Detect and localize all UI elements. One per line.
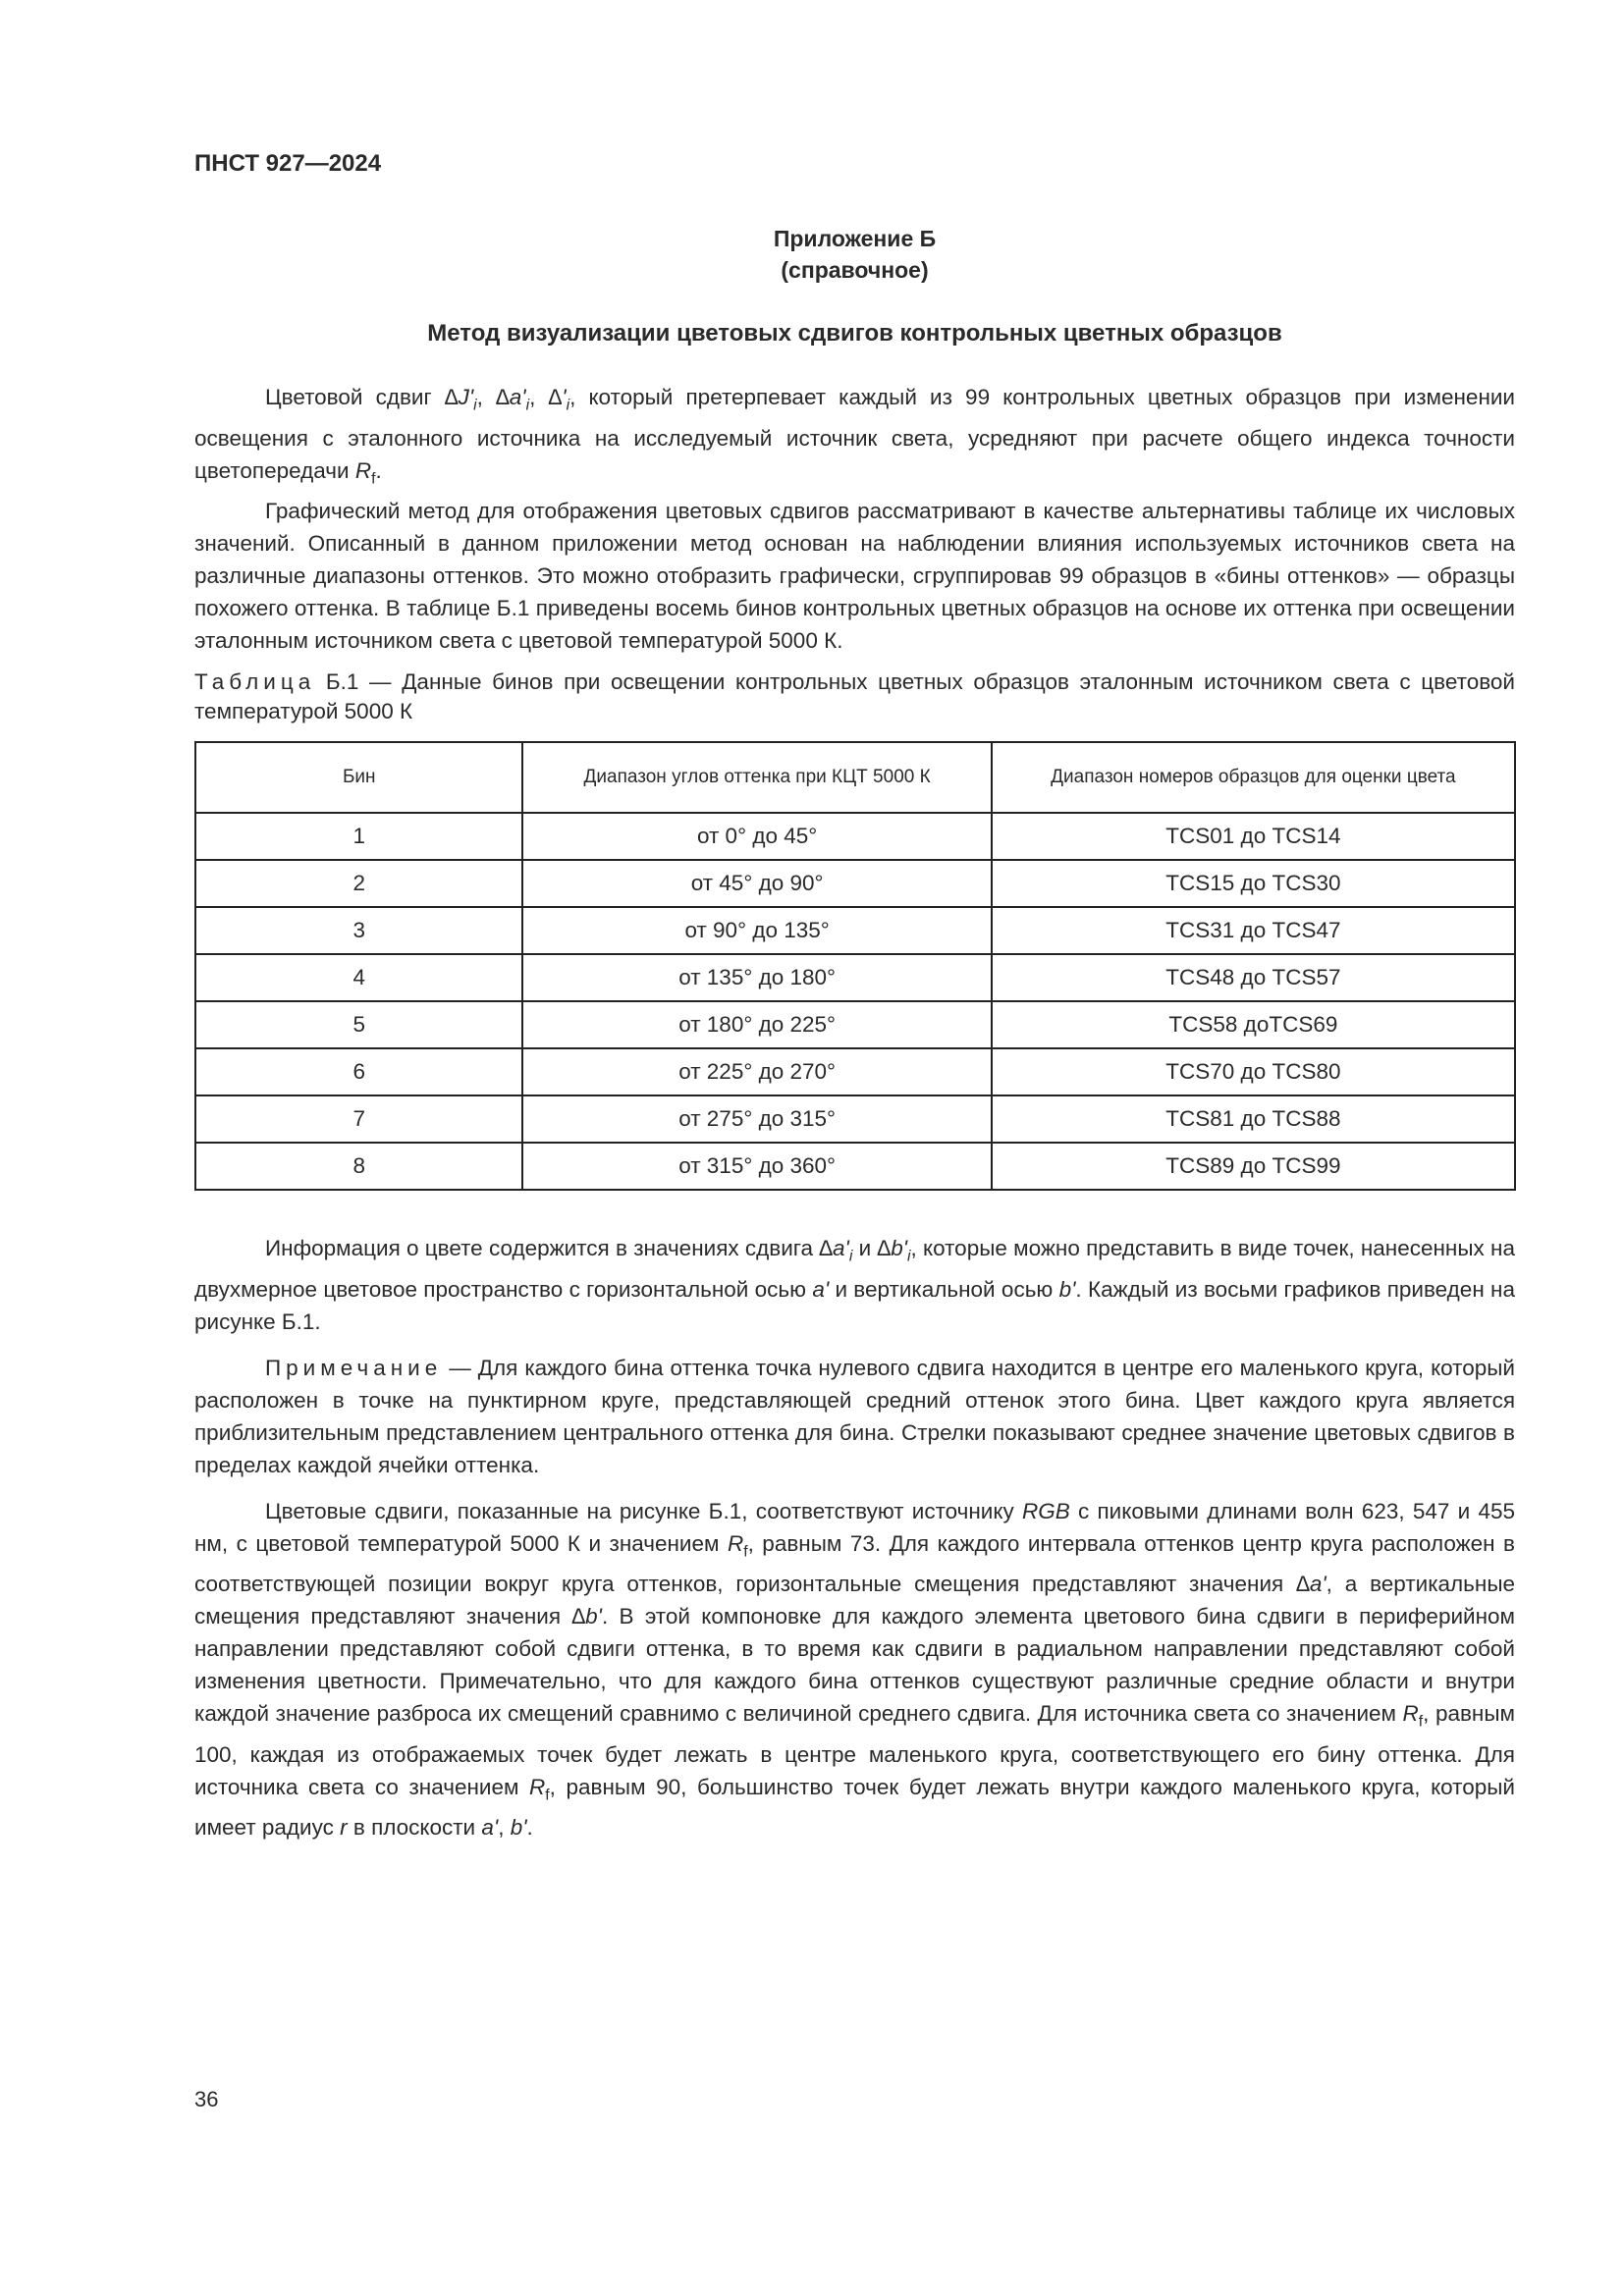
table-row [195, 813, 1515, 860]
text-run: Примечание [265, 1355, 443, 1380]
table-cell: от 0° до 45° [522, 813, 991, 860]
table-row [195, 1001, 1515, 1048]
subscript: i [473, 397, 477, 414]
table-row [195, 954, 1515, 1001]
text-run: и вертикальной осью [829, 1276, 1059, 1302]
table-cell: 3 [195, 907, 522, 954]
text-run: , а вертикальные смещения представляют значения [194, 1572, 1516, 1629]
table-cell: от 45° до 90° [522, 860, 991, 907]
text-run: , который претерпевает каждый из 99 контрольных цветных образцов при изменении освещения с эталонного источника на исследуемый источник света, усредняют при расчете общего индекса точности цветопередачи [194, 385, 1516, 483]
table-cell: 5 [195, 1001, 522, 1048]
text-run: ∆a' [1296, 1572, 1326, 1596]
table-cell: от 315° до 360° [522, 1143, 991, 1190]
header-angle-range: Диапазон углов оттенка при КЦТ 5000 К [522, 742, 991, 813]
table-caption [194, 667, 1515, 726]
subscript: i [525, 397, 530, 414]
text-run: a' [812, 1276, 830, 1302]
table-cell: от 275° до 315° [522, 1095, 991, 1143]
subscript: f [1418, 1713, 1424, 1731]
text-run: , [476, 385, 497, 409]
subscript: i [907, 1248, 911, 1265]
table-row [195, 1048, 1515, 1095]
table-cell: от 225° до 270° [522, 1048, 991, 1095]
text-run: RGB [1021, 1498, 1070, 1523]
text-run: b' [1058, 1276, 1076, 1302]
text-run: Цветовой сдвиг [265, 385, 445, 409]
text-run: Цветовые сдвиги, показанные на рисунке Б.1, соответствуют источнику [265, 1498, 1022, 1523]
text-run: ∆b' [571, 1604, 602, 1629]
table-cell: 2 [195, 860, 522, 907]
table-cell: TCS01 до TCS14 [992, 813, 1515, 860]
table-cell: TCS81 до TCS88 [992, 1095, 1515, 1143]
caption-text: Б.1 — Данные бинов при освещении контрольных цветных образцов эталонным источником света с цветовой температурой 5000 К [194, 669, 1515, 723]
text-run: . В этой компоновке для каждого элемента цветового бина сдвиги в периферийном направлении представляют собой сдвиги оттенка, в то время как сдвиги в радиальном направлении представляют собой изменения цветности. Примечательно, что для каждого бина оттенков существуют различные средние области и внутри каждой значение разброса их смещений сравнимо с величиной среднего сдвига. Для источника света со значением [194, 1604, 1515, 1726]
text-run: в плоскости [347, 1815, 482, 1840]
appendix-heading: Метод визуализации цветовых сдвигов контрольных цветных образцов [427, 320, 1282, 347]
text-run: , [498, 1815, 511, 1840]
table-cell: 1 [195, 813, 522, 860]
text-run: . Каждый из восьми графиков приведен на рисунке Б.1. [194, 1276, 1515, 1334]
paragraph [194, 381, 1515, 495]
table-cell: TCS15 до TCS30 [992, 860, 1515, 907]
text-run: R [529, 1774, 546, 1799]
table-cell: TCS70 до TCS80 [992, 1048, 1515, 1095]
subscript: i [848, 1248, 853, 1265]
table-cell: от 90° до 135° [522, 907, 991, 954]
paragraph [194, 1232, 1515, 1338]
text-run: . [526, 1815, 533, 1840]
paragraph [194, 495, 1515, 657]
text-run: R [354, 457, 372, 483]
table-cell: TCS89 до TCS99 [992, 1143, 1515, 1190]
text-run: . [375, 457, 382, 483]
header-sample-range: Диапазон номеров образцов для оценки цвета [992, 742, 1515, 813]
text-run: Информация о цвете содержится в значениях сдвига [265, 1236, 820, 1260]
paragraph [194, 1352, 1515, 1481]
text-run: , которые можно представить в виде точек, нанесенных на двухмерное цветовое пространство с горизонтальной осью [194, 1236, 1515, 1302]
page-number: 36 [194, 2087, 219, 2111]
document-header: ПНСТ 927—2024 [194, 150, 382, 177]
table-cell: от 135° до 180° [522, 954, 991, 1001]
text-run: ∆' [548, 385, 567, 409]
subscript: f [743, 1543, 748, 1560]
text-run: ∆J' [444, 385, 474, 409]
table-header-row [195, 742, 1515, 813]
table-cell: от 180° до 225° [522, 1001, 991, 1048]
table-row [195, 1143, 1515, 1190]
table-row [195, 1095, 1515, 1143]
text-run: , равным 90, большинство точек будет лежать внутри каждого маленького круга, который имеет радиус [194, 1774, 1516, 1840]
intro-paragraphs [194, 381, 1515, 657]
appendix-subtitle: (справочное) [781, 257, 929, 283]
paragraph [194, 1495, 1515, 1844]
table-cell: TCS58 доTCS69 [992, 1001, 1515, 1048]
table-row [195, 860, 1515, 907]
text-run: , [529, 385, 549, 409]
table-cell: 4 [195, 954, 522, 1001]
text-run: R [1402, 1701, 1419, 1726]
table-cell: 7 [195, 1095, 522, 1143]
text-run: и [852, 1236, 878, 1260]
text-run: , равным 73. Для каждого интервала оттенков центр круга расположен в соответствующей позиции вокруг круга оттенков, горизонтальные смещения представляют значения [194, 1530, 1515, 1596]
text-run: ∆a' [496, 385, 526, 409]
table-cell: TCS31 до TCS47 [992, 907, 1515, 954]
appendix-title: Приложение Б [773, 226, 937, 251]
text-run: b' [510, 1815, 527, 1840]
text-run: — Для каждого бина оттенка точка нулевого сдвига находится в центре его маленького круга, который расположен в точке на пунктирном круге, представляющей средний оттенок этого бина. Цвет каждого круга является приблизительным представлением центрального оттенка для бина. Стрелки показывают среднее значение цветовых сдвигов в пределах каждой ячейки оттенка. [194, 1355, 1515, 1477]
text-run: Графический метод для отображения цветовых сдвигов рассматривают в качестве альтернативы таблице их числовых значений. Описанный в данном приложении метод основан на наблюдении влияния используемых источников света на различные диапазоны оттенков. Это можно отобразить графически, сгруппировав 99 образцов в «бины оттенков» — образцы похожего оттенка. В таблице Б.1 приведены восемь бинов контрольных цветных образцов на основе их оттенка при освещении эталонным источником света с цветовой температурой 5000 К. [194, 499, 1515, 653]
text-run: , равным 100, каждая из отображаемых точек будет лежать в центре маленького круга, соответствующего его бину оттенка. Для источника света со значением [194, 1701, 1515, 1799]
text-run: R [727, 1530, 744, 1556]
text-run: a' [481, 1815, 499, 1840]
text-run: ∆b' [877, 1236, 907, 1260]
subscript: f [371, 470, 376, 487]
text-run: ∆a' [819, 1236, 849, 1260]
main-paragraphs [194, 1232, 1515, 1843]
caption-label: Таблица [194, 669, 316, 694]
table-cell: 6 [195, 1048, 522, 1095]
bins-table [194, 741, 1516, 1191]
table-cell: TCS48 до TCS57 [992, 954, 1515, 1001]
subscript: i [566, 397, 570, 414]
subscript: f [545, 1787, 550, 1803]
text-run: с пиковыми длинами волн 623, 547 и 455 нм, с цветовой температурой 5000 К и значением [194, 1498, 1515, 1556]
table-row [195, 907, 1515, 954]
header-bin: Бин [195, 742, 522, 813]
text-run: r [340, 1815, 348, 1840]
table-cell: 8 [195, 1143, 522, 1190]
